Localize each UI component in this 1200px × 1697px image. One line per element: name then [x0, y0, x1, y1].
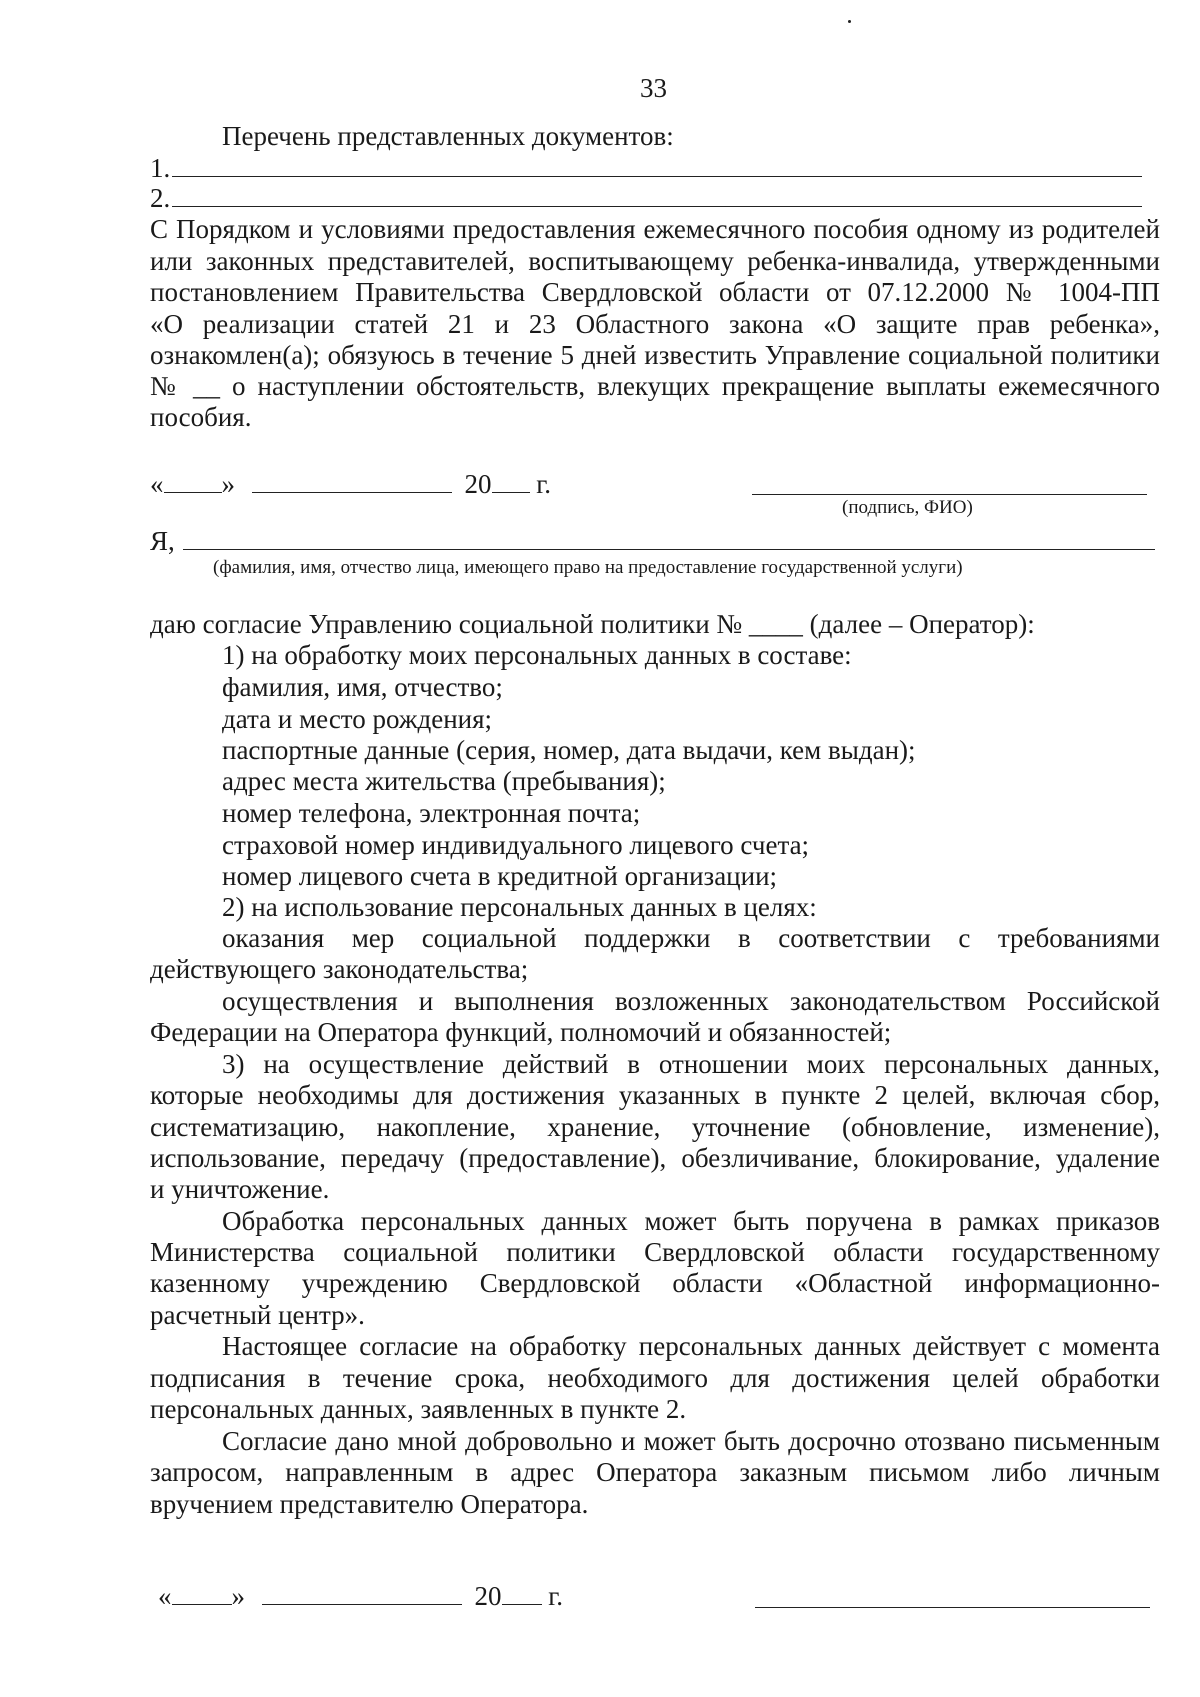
month-blank: [252, 491, 452, 493]
date-line-1: [150, 468, 551, 500]
list-line: фамилия, имя, отчество;: [222, 672, 503, 702]
validity-line: персональных данных, заявленных в пункте 2.: [150, 1394, 687, 1424]
signature-line-2: [755, 1607, 1150, 1608]
procedure-line: или законных представителей, воспитывающему ребенка-инвалида, утвержденными: [150, 246, 1160, 276]
procedure-line: № __ о наступлении обстоятельств, влекущих прекращение выплаты ежемесячного: [150, 371, 1160, 401]
withdrawal-line: вручением представителю Оператора.: [150, 1489, 589, 1519]
page-number: 33: [640, 73, 667, 103]
year-suffix: г.: [536, 469, 552, 499]
year-blank: [502, 1603, 542, 1605]
item-3-line: использование, передачу (предоставление), обезличивание, блокирование, удаление: [150, 1143, 1160, 1173]
signature-caption: (подпись, ФИО): [842, 497, 973, 518]
year-suffix: г.: [548, 1581, 564, 1611]
purpose-1-line: оказания мер социальной поддержки в соответствии с требованиями: [222, 923, 1160, 953]
withdrawal-line: Согласие дано мной добровольно и может быть досрочно отозвано письменным: [222, 1426, 1160, 1456]
scan-speck: [848, 20, 851, 23]
processing-line: расчетный центр».: [150, 1300, 365, 1330]
doc-item-2-blank: [172, 206, 1142, 207]
doc-item-2-number: 2.: [150, 183, 171, 213]
date-line-2: [158, 1580, 563, 1612]
doc-item-1-number: 1.: [150, 153, 171, 183]
withdrawal-line: запросом, направленным в адрес Оператора заказным письмом либо личным: [150, 1457, 1160, 1487]
list-line: паспортные данные (серия, номер, дата выдачи, кем выдан);: [222, 735, 916, 765]
validity-line: подписания в течение срока, необходимого для достижения целей обработки: [150, 1363, 1160, 1393]
year-prefix: 20: [464, 469, 492, 499]
purpose-1-line: действующего законодательства;: [150, 954, 529, 984]
procedure-line: С Порядком и условиями предоставления ежемесячного пособия одному из родителей: [150, 214, 1160, 244]
signature-line-1: [752, 494, 1147, 495]
year-blank: [492, 491, 530, 493]
month-blank: [262, 1603, 462, 1605]
processing-line: казенному учреждению Свердловской области «Областной информационно-: [150, 1268, 1160, 1298]
doc-item-1-blank: [172, 176, 1142, 177]
item-3-line: которые необходимы для достижения указанных в пункте 2 целей, включая сбор,: [150, 1080, 1160, 1110]
list-line: страховой номер индивидуального лицевого счета;: [222, 830, 810, 860]
procedure-line: «О реализации статей 21 и 23 Областного закона «О защите прав ребенка»,: [150, 309, 1160, 339]
list-line: дата и место рождения;: [222, 704, 493, 734]
date-close-quote: »: [231, 1581, 245, 1611]
year-prefix: 20: [474, 1581, 502, 1611]
date-open-quote: «: [158, 1581, 172, 1611]
consent-intro: даю согласие Управлению социальной политики № ____ (далее – Оператор):: [150, 609, 1035, 639]
person-blank: [183, 549, 1155, 550]
processing-line: Обработка персональных данных может быть поручена в рамках приказов: [222, 1206, 1160, 1236]
person-caption: (фамилия, имя, отчество лица, имеющего право на предоставление государственной услуги): [213, 557, 963, 578]
purpose-2-line: Федерации на Оператора функций, полномочий и обязанностей;: [150, 1017, 892, 1047]
procedure-line: пособия.: [150, 402, 252, 432]
item-3-line: и уничтожение.: [150, 1174, 330, 1204]
day-blank: [164, 491, 222, 493]
list-line: номер телефона, электронная почта;: [222, 798, 641, 828]
item-3-line: систематизацию, накопление, хранение, уточнение (обновление, изменение),: [150, 1112, 1160, 1142]
day-blank: [172, 1603, 232, 1605]
item-3-line: 3) на осуществление действий в отношении моих персональных данных,: [222, 1049, 1160, 1079]
processing-line: Министерства социальной политики Свердловской области государственному: [150, 1237, 1160, 1267]
documents-heading: Перечень представленных документов:: [222, 121, 674, 151]
list-line: 1) на обработку моих персональных данных в составе:: [222, 640, 852, 670]
person-prefix: Я,: [150, 526, 175, 556]
date-open-quote: «: [150, 469, 164, 499]
procedure-line: ознакомлен(а); обязуюсь в течение 5 дней известить Управление социальной политики: [150, 340, 1160, 370]
date-close-quote: »: [221, 469, 235, 499]
purpose-2-line: осуществления и выполнения возложенных законодательством Российской: [222, 986, 1160, 1016]
list-line: номер лицевого счета в кредитной организации;: [222, 861, 778, 891]
validity-line: Настоящее согласие на обработку персональных данных действует с момента: [222, 1331, 1160, 1361]
list-line: адрес места жительства (пребывания);: [222, 766, 666, 796]
procedure-line: постановлением Правительства Свердловской области от 07.12.2000 № 1004-ПП: [150, 277, 1160, 307]
list-line: 2) на использование персональных данных в целях:: [222, 892, 817, 922]
